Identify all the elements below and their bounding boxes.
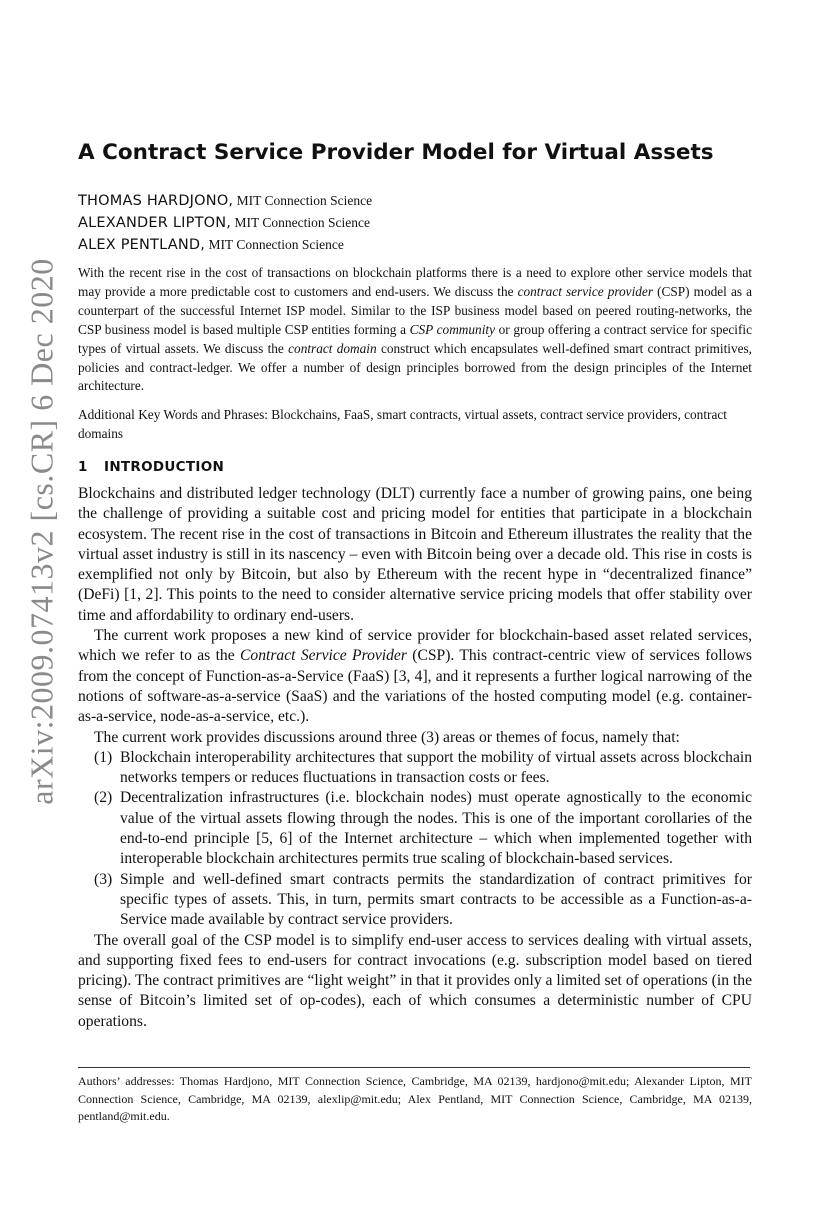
arxiv-stamp-text: arXiv:2009.07413v2 [cs.CR] 6 Dec 2020 (23, 257, 60, 805)
author-list (78, 190, 758, 256)
footnote-divider (78, 1067, 750, 1068)
authors-addresses-footnote: Authors’ addresses: Thomas Hardjono, MIT Connection Science, Cambridge, MA 02139, hardjono@mit.edu; Alexander Lipton, MIT Connection Science, Cambridge, MA 02139, alexlip@mit.edu; Alex Pentland, MIT Connection Science, Cambridge, MA 02139, pentland@mit.edu. (78, 1074, 752, 1123)
list-marker: (2) (94, 789, 113, 807)
abstract (78, 264, 752, 396)
paragraph-emphasis: Contract Service Provider (240, 647, 407, 665)
author-entry (78, 234, 758, 256)
list-item (94, 870, 752, 931)
list-item (94, 748, 752, 789)
section-title: INTRODUCTION (104, 459, 225, 475)
body-paragraph: The overall goal of the CSP model is to simplify end-user access to services dealing with virtual assets, and supporting fixed fees to end-users for contract invocations (e.g. subscription model based on tiered pricing). The contract primitives are “light weight” in that it provides only a limited set of operations (in the sense of Bitcoin’s limited set of op-codes), each of which consumes a deterministic number of CPU operations. (78, 931, 752, 1030)
author-name: ALEX PENTLAND, (78, 237, 206, 253)
arxiv-identifier-stamp (22, 234, 62, 828)
author-entry (78, 190, 758, 212)
paper-title: A Contract Service Provider Model for Virtual Assets (78, 140, 714, 165)
body-paragraph (78, 626, 752, 727)
abstract-text: (CSP) model as a counterpart of the successful Internet ISP model. Similar to the ISP business model based on peered routing-networks, the CSP business model is based multiple CSP entities forming a (78, 283, 752, 337)
paragraph-text: (CSP). This contract-centric view of services follows from the concept of Function-as-a-Service (FaaS) [3, 4], and it represents a further logical narrowing of the notions of software-as-a-service (SaaS) and the variations of the hosted computing model (e.g. container-as-a-service, node-as-a-service, etc.). (78, 647, 752, 726)
author-affiliation: MIT Connection Science (231, 215, 370, 230)
list-item-text: Blockchain interoperability architectures that support the mobility of virtual assets across blockchain networks tempers or reduces fluctuations in transaction costs or fees. (120, 748, 752, 787)
abstract-emphasis: contract service provider (517, 283, 653, 299)
list-item (94, 788, 752, 869)
section-number: 1 (78, 459, 88, 475)
abstract-text: or group offering a contract service for specific types of virtual assets. We discuss the (78, 321, 752, 356)
list-marker: (3) (94, 870, 113, 888)
author-affiliation: MIT Connection Science (233, 193, 373, 208)
list-item-text: Decentralization infrastructures (i.e. blockchain nodes) must operate agnostically to the economic value of the virtual assets flowing through the nodes. This is one of the important corollaries of the end-to-end principle [5, 6] of the Internet architecture – which when implemented together with interoperable blockchain architectures permits true scaling of blockchain-based services. (120, 789, 752, 868)
author-entry (78, 212, 758, 234)
author-name: THOMAS HARDJONO, (78, 193, 234, 209)
abstract-text: With the recent rise in the cost of transactions on blockchain platforms there is a need to explore other service models that may provide a more predictable cost to customers and end-users. We discuss the (78, 265, 752, 299)
author-name: ALEXANDER LIPTON, (78, 215, 232, 231)
list-marker: (1) (94, 748, 113, 766)
paragraph-text: The current work proposes a new kind of service provider for blockchain-based asset related services, which we refer to as the (78, 627, 752, 665)
abstract-text: construct which encapsulates well-defined smart contract primitives, policies and contract-ledger. We offer a number of design principles borrowed from the design principles of the Internet architecture. (78, 340, 753, 394)
introduction-body (78, 484, 752, 1032)
section-heading (78, 459, 224, 475)
abstract-emphasis: CSP community (409, 321, 495, 337)
abstract-emphasis: contract domain (288, 340, 377, 356)
focus-list (78, 748, 752, 931)
keywords: Additional Key Words and Phrases: Blockchains, FaaS, smart contracts, virtual assets, contract service providers, contract domains (78, 407, 727, 441)
body-paragraph: Blockchains and distributed ledger technology (DLT) currently face a number of growing pains, one being the challenge of providing a suitable cost and pricing model for entities that participate in a blockchain ecosystem. The recent rise in the cost of transactions in Bitcoin and Ethereum illustrates the reality that the virtual asset industry is still in its nascency – even with Bitcoin being over a decade old. This rise in costs is exemplified not only by Bitcoin, but also by Ethereum with the recent hype in “decentralized finance” (DeFi) [1, 2]. This points to the need to consider alternative service pricing models that offer stability over time and affordability to ordinary end-users. (78, 485, 752, 624)
body-paragraph: The current work provides discussions around three (3) areas or themes of focus, namely that: (94, 728, 680, 746)
list-item-text: Simple and well-defined smart contracts permits the standardization of contract primitives for specific types of assets. This, in turn, permits smart contracts to be accessible as a Function-as-a-Service made available by contract service providers. (120, 870, 752, 929)
author-affiliation: MIT Connection Science (205, 237, 344, 252)
